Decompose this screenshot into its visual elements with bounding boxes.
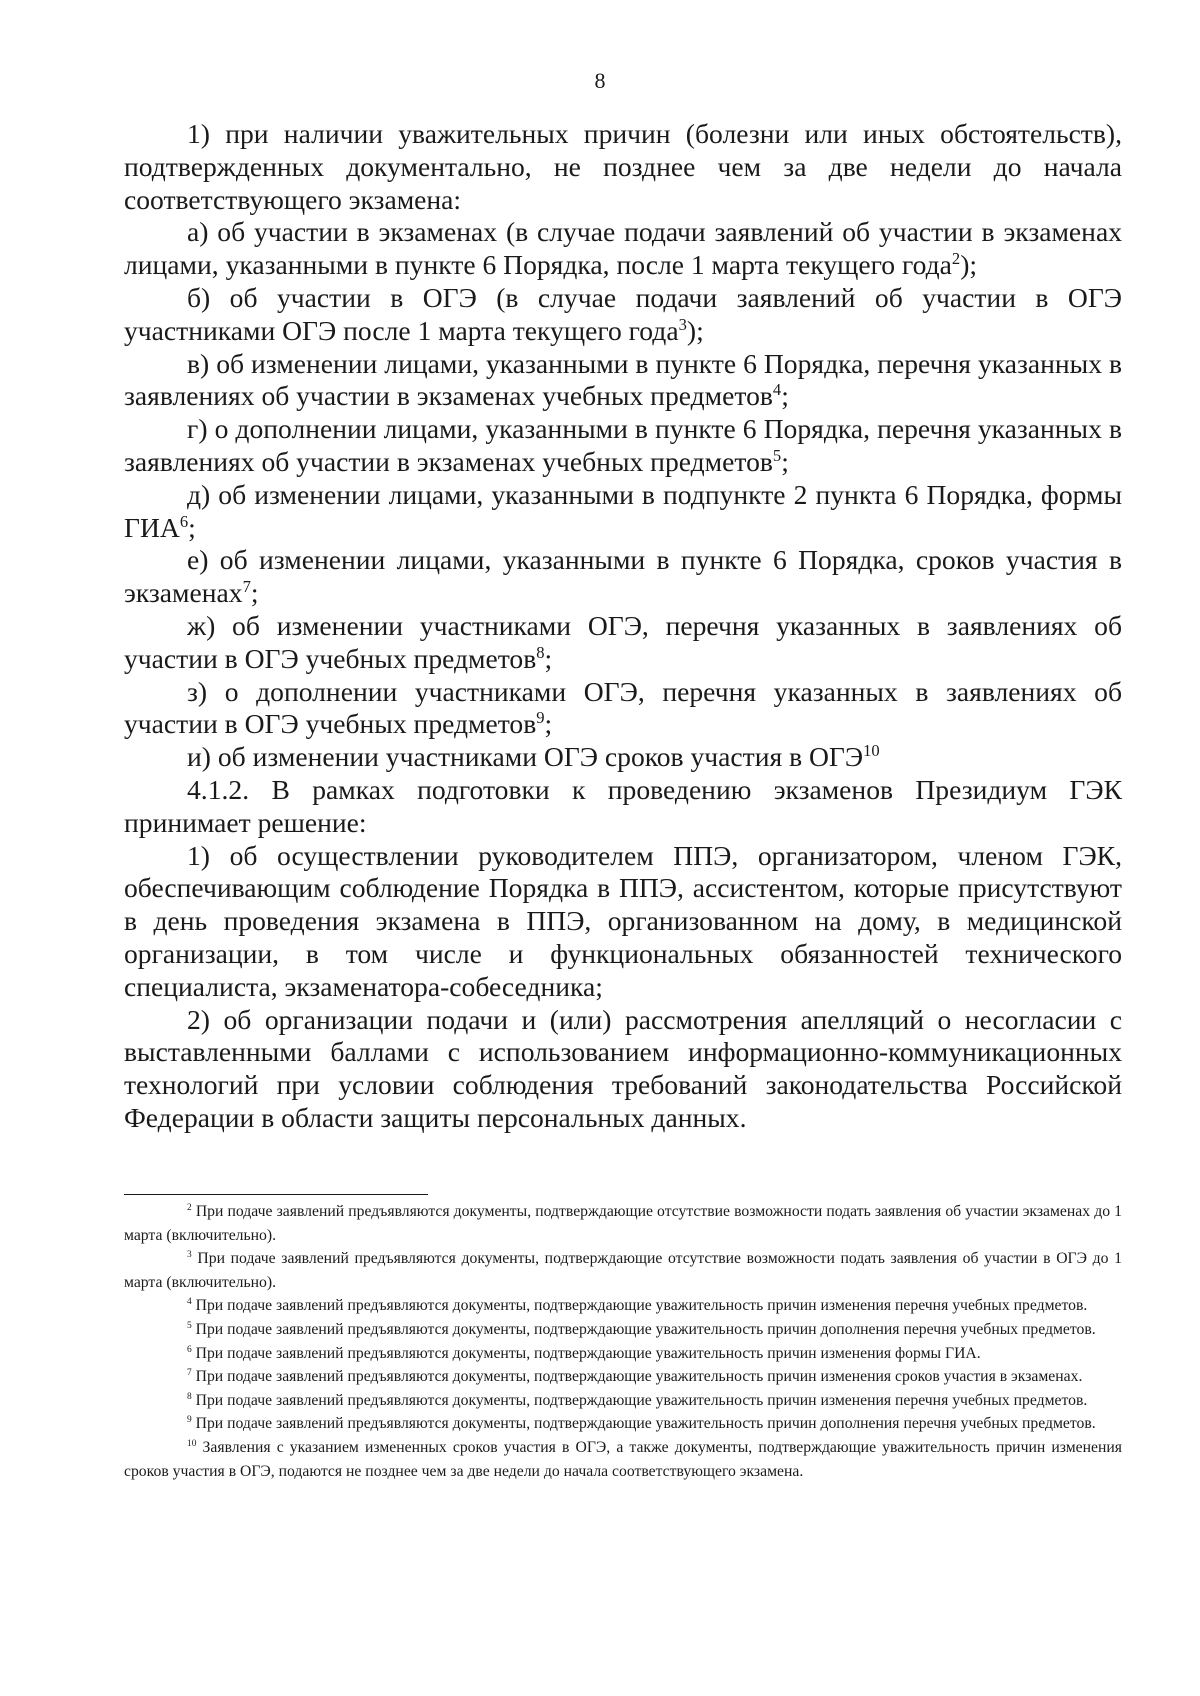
footnote-text: Заявления с указанием измененных сроков участия в ОГЭ, а также документы, подтверждающие уважительность причин изменения сроков участия в ОГЭ, подаются не позднее чем за две недели до начала соответствующего экзамена.: [124, 1438, 1123, 1480]
paragraph: [124, 216, 1122, 282]
footnote: [124, 1365, 1122, 1389]
footnote-text: При подаче заявлений предъявляются документы, подтверждающие уважительность причин дополнения перечня учебных предметов.: [195, 1320, 1096, 1338]
footnote: [124, 1412, 1122, 1436]
footnote-text: При подаче заявлений предъявляются документы, подтверждающие уважительность причин изменения сроков участия в экзаменах.: [195, 1368, 1083, 1386]
paragraph-tail: ;: [544, 708, 553, 740]
footnote: [124, 1389, 1122, 1413]
footnote-ref: 6: [179, 511, 189, 531]
footnote-text: При подаче заявлений предъявляются документы, подтверждающие уважительность причин изменения формы ГИА.: [195, 1344, 981, 1362]
footnote-mark: 10: [187, 1438, 197, 1449]
footnote-text: При подаче заявлений предъявляются документы, подтверждающие уважительность причин изменения перечня учебных предметов.: [195, 1391, 1088, 1409]
footnote: [124, 1318, 1122, 1342]
paragraph-text: з) о дополнении участниками ОГЭ, перечня указанных в заявлениях об участии в ОГЭ учебных предметов: [124, 675, 1122, 740]
footnote-ref: 2: [951, 249, 961, 268]
footnote: [124, 1247, 1122, 1294]
paragraph-text: 1) при наличии уважительных причин (болезни или иных обстоятельств), подтвержденных документально, не позднее чем за две недели до начала соответствующего экзамена:: [124, 118, 1122, 215]
footnote-mark: 6: [187, 1344, 192, 1355]
paragraph-tail: ;: [781, 380, 789, 412]
footnote: [124, 1436, 1122, 1483]
footnote-ref: 4: [772, 380, 782, 400]
paragraph-text: б) об участии в ОГЭ (в случае подачи заявлений об участии в ОГЭ участниками ОГЭ после 1 марта текущего года: [124, 281, 1122, 346]
paragraph: [124, 1004, 1122, 1135]
footnote-mark: 8: [187, 1391, 192, 1402]
footnote-ref: 3: [678, 314, 687, 334]
footnote-ref: 8: [536, 642, 545, 662]
paragraph-tail: );: [686, 314, 704, 346]
footnote: [124, 1294, 1122, 1318]
footnote-text: При подаче заявлений предъявляются документы, подтверждающие уважительность причин изменения перечня учебных предметов.: [195, 1297, 1088, 1315]
footnote-separator: [124, 1194, 428, 1195]
paragraph: [124, 413, 1122, 479]
footnote-mark: 3: [187, 1249, 192, 1260]
main-text: [124, 118, 1122, 1135]
footnote-ref: 7: [242, 576, 251, 596]
paragraph-tail: ;: [188, 511, 196, 543]
paragraph: [124, 118, 1122, 216]
paragraph: [124, 479, 1122, 545]
paragraph-text: 4.1.2. В рамках подготовки к проведению экзаменов Президиум ГЭК принимает решение:: [124, 773, 1122, 838]
paragraph-tail: );: [960, 249, 978, 281]
paragraph-text: е) об изменении лицами, указанными в пункте 6 Порядка, сроков участия в экзаменах: [124, 544, 1122, 609]
paragraph: [124, 348, 1122, 414]
footnote-mark: 5: [187, 1320, 192, 1331]
footnote-mark: 4: [187, 1297, 192, 1308]
paragraph-text: ж) об изменении участниками ОГЭ, перечня указанных в заявлениях об участии в ОГЭ учебных предметов: [124, 609, 1122, 674]
paragraph-text: а) об участии в экзаменах (в случае подачи заявлений об участии в экзаменах лицами, указанными в пункте 6 Порядка, после 1 марта текущего года: [124, 216, 1122, 281]
paragraph: [124, 544, 1122, 610]
footnote: [124, 1200, 1122, 1247]
paragraph-text: г) о дополнении лицами, указанными в пункте 6 Порядка, перечня указанных в заявлениях об участии в экзаменах учебных предметов: [124, 413, 1122, 477]
footnote-ref: 10: [863, 740, 880, 760]
paragraph-tail: ;: [250, 577, 259, 609]
paragraph-text: д) об изменении лицами, указанными в подпункте 2 пункта 6 Порядка, формы ГИА: [124, 478, 1122, 543]
footnote-text: При подаче заявлений предъявляются документы, подтверждающие отсутствие возможности подать заявления об участии экзаменах до 1 марта (включительно).: [124, 1203, 1123, 1244]
paragraph-tail: ;: [544, 642, 553, 674]
paragraph: [124, 282, 1122, 348]
footnote-mark: 9: [187, 1415, 192, 1426]
paragraph: [124, 741, 1122, 774]
paragraph: [124, 610, 1122, 676]
footnote-mark: 7: [187, 1367, 192, 1378]
footnote-ref: 5: [772, 445, 782, 465]
paragraph-text: 1) об осуществлении руководителем ППЭ, организатором, членом ГЭК, обеспечивающим соблюдение Порядка в ППЭ, ассистентом, которые присутствуют в день проведения экзамена в ППЭ, организованном на дому, в медицинской организации, в том числе и функциональных обязанностей технического специалиста, экзаменатора-собеседника;: [124, 839, 1122, 1002]
footnote-mark: 2: [187, 1202, 192, 1213]
page-number: 8: [594, 68, 606, 93]
paragraph: [124, 840, 1122, 1004]
footnote-text: При подаче заявлений предъявляются документы, подтверждающие уважительность причин дополнения перечня учебных предметов.: [195, 1415, 1096, 1433]
footnotes: [124, 1200, 1122, 1483]
paragraph-text: 2) об организации подачи и (или) рассмотрения апелляций о несогласии с выставленными баллами с использованием информационно-коммуникационных технологий при условии соблюдения требований законодательства Российской Федерации в области защиты персональных данных.: [124, 1003, 1122, 1133]
paragraph-tail: ;: [781, 445, 789, 477]
paragraph-text: в) об изменении лицами, указанными в пункте 6 Порядка, перечня указанных в заявлениях об участии в экзаменах учебных предметов: [124, 347, 1122, 412]
paragraph: [124, 676, 1122, 742]
footnote-ref: 9: [536, 708, 545, 728]
footnote: [124, 1342, 1122, 1366]
paragraph-text: и) об изменении участниками ОГЭ сроков участия в ОГЭ: [187, 741, 864, 773]
footnote-text: При подаче заявлений предъявляются документы, подтверждающие отсутствие возможности подать заявления об участии в ОГЭ до 1 марта (включительно).: [124, 1250, 1123, 1291]
paragraph: [124, 774, 1122, 840]
